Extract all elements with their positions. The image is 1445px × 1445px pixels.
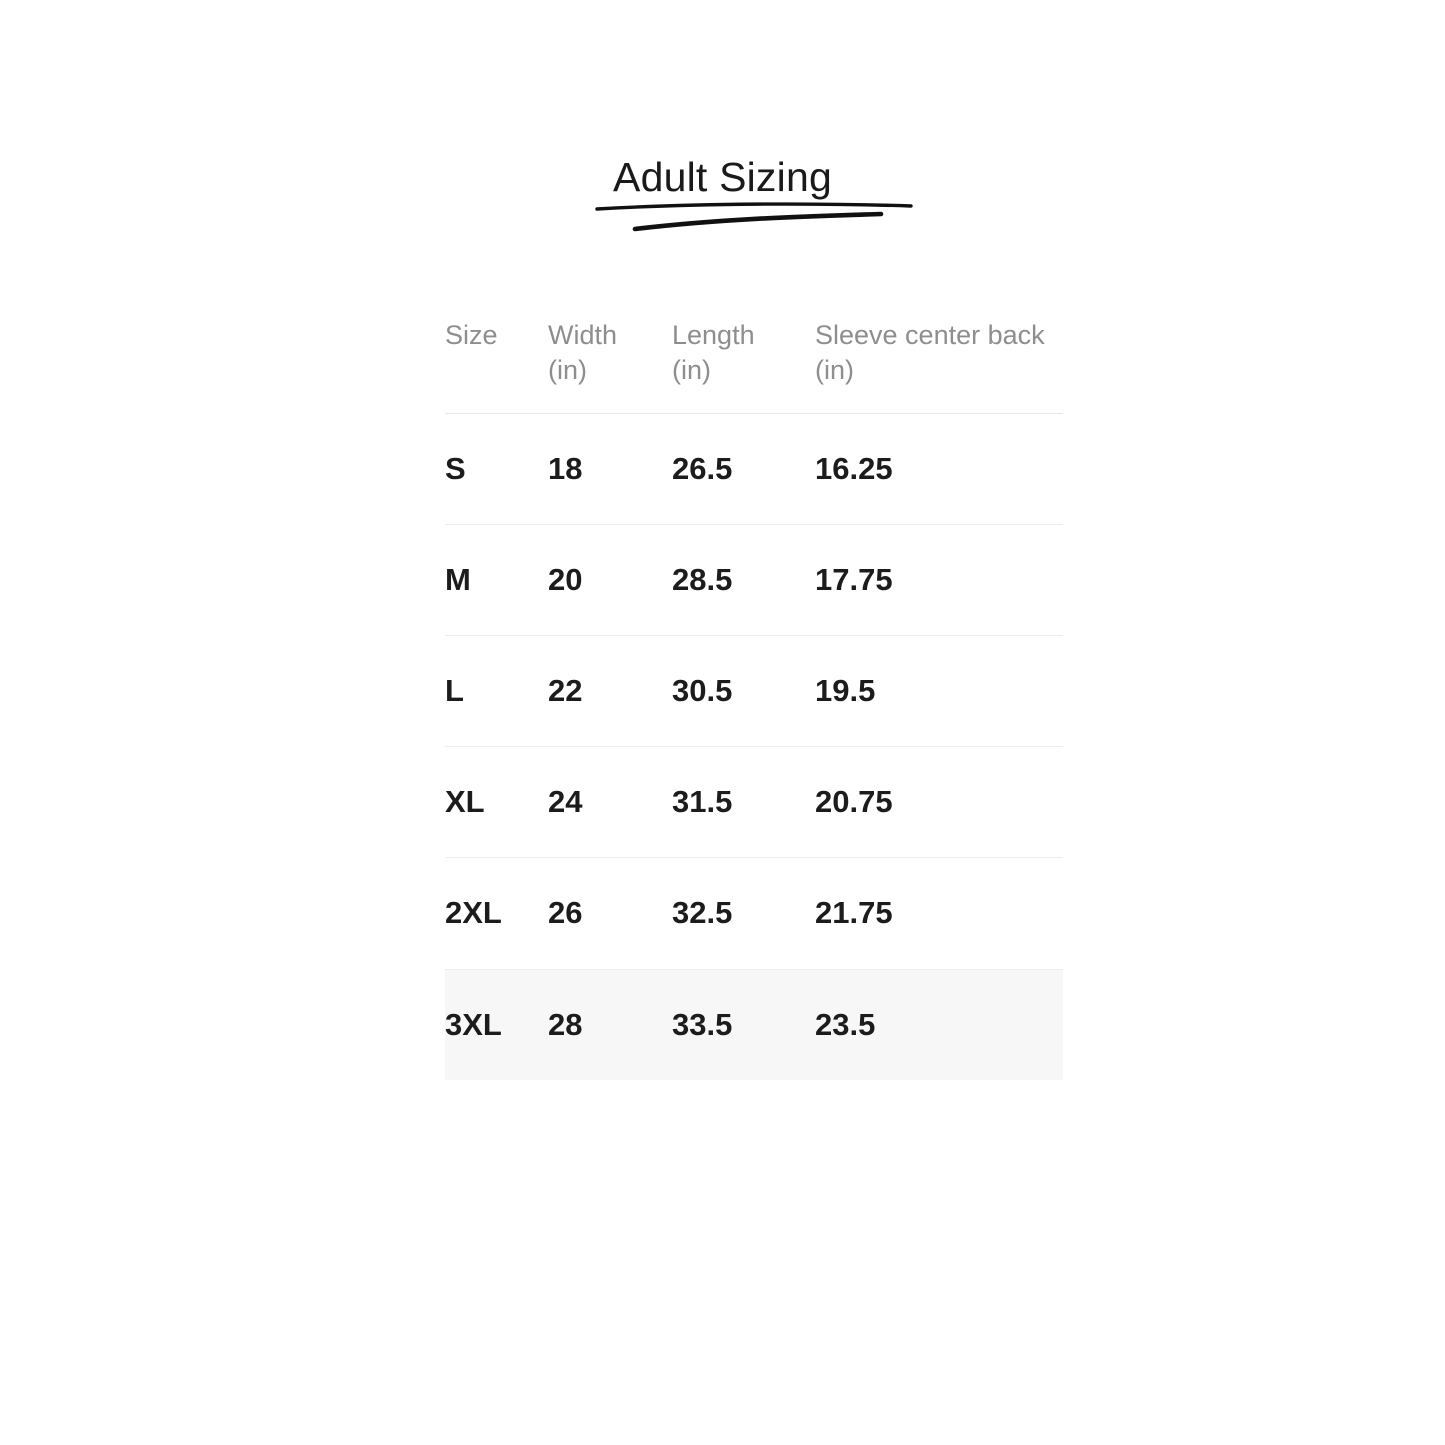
cell-length: 30.5 [672, 636, 815, 747]
cell-sleeve: 19.5 [815, 636, 1063, 747]
column-header-width [548, 318, 672, 414]
column-header-width-line1: Width [548, 320, 618, 350]
cell-width: 18 [548, 414, 672, 525]
title-block [0, 155, 1445, 210]
cell-size: 3XL [445, 1006, 502, 1042]
cell-length: 32.5 [672, 858, 815, 969]
column-header-size [445, 318, 548, 414]
table-row [445, 858, 1063, 969]
size-table-container [445, 318, 1063, 1080]
cell-size: M [445, 525, 548, 636]
column-header-width-line2: (in) [548, 354, 587, 385]
cell-length: 26.5 [672, 414, 815, 525]
cell-sleeve: 17.75 [815, 525, 1063, 636]
cell-width: 26 [548, 858, 672, 969]
table-row [445, 414, 1063, 525]
column-header-sleeve-line2: (in) [815, 354, 854, 385]
cell-width: 20 [548, 525, 672, 636]
cell-width: 22 [548, 636, 672, 747]
cell-size: 2XL [445, 858, 548, 969]
table-row [445, 636, 1063, 747]
cell-length: 28.5 [672, 525, 815, 636]
cell-sleeve: 23.5 [815, 1006, 876, 1042]
table-header-row [445, 318, 1063, 414]
table-body [445, 414, 1063, 1080]
column-header-length-line1: Length [672, 320, 755, 350]
column-header-sleeve [815, 318, 1063, 414]
cell-sleeve: 21.75 [815, 858, 1063, 969]
size-table [445, 318, 1063, 1080]
table-header [445, 318, 1063, 414]
table-row [445, 747, 1063, 858]
column-header-sleeve-line1: Sleeve center back [815, 320, 1045, 350]
page-title-text: Adult Sizing [613, 154, 832, 200]
cell-width: 28 [548, 1006, 583, 1042]
column-header-size-line1: Size [445, 320, 498, 350]
table-row [445, 525, 1063, 636]
title-underline-icon [589, 193, 919, 243]
table-row [445, 969, 1063, 1080]
cell-size: L [445, 636, 548, 747]
cell-sleeve: 16.25 [815, 414, 1063, 525]
cell-width: 24 [548, 747, 672, 858]
cell-length: 31.5 [672, 747, 815, 858]
cell-length: 33.5 [672, 1006, 733, 1042]
cell-size: S [445, 414, 548, 525]
column-header-length [672, 318, 815, 414]
page-title [607, 155, 838, 210]
cell-sleeve: 20.75 [815, 747, 1063, 858]
cell-size: XL [445, 747, 548, 858]
column-header-length-line2: (in) [672, 354, 711, 385]
